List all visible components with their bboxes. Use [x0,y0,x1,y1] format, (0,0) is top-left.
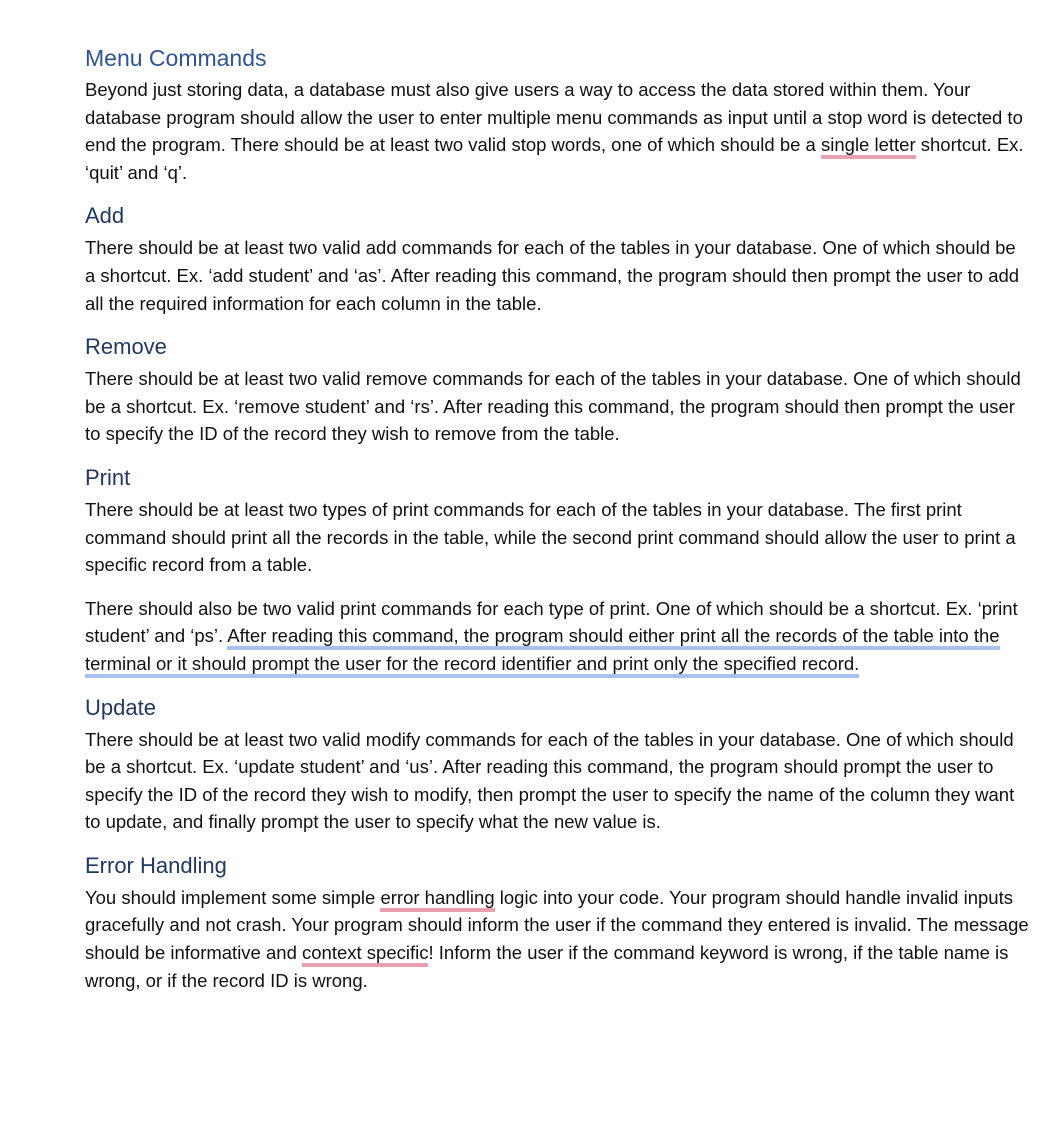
heading-menu-commands: Menu Commands [85,45,267,71]
text-run: shortcut. Ex. ‘quit’ and ‘q’. [85,134,1024,183]
text-run: You should implement some simple [85,886,381,908]
heading-remove: Remove [85,334,167,360]
heading-error-handling: Error Handling [85,852,227,878]
heading-print: Print [85,464,131,490]
paragraph-print-1: There should be at least two types of print commands for each of the tables in your database. The first print command should print all the records in the table, while the second print command should allow the user to print a specific record from a table. [85,498,1016,576]
document-page [85,44,1030,1010]
spelling-flag[interactable]: single letter [821,134,916,159]
spelling-flag[interactable]: context specific [302,942,428,967]
paragraph-remove: There should be at least two valid remove commands for each of the tables in your database. One of which should be a shortcut. Ex. ‘remove student’ and ‘rs’. After reading this command, the program should then prompt the user to specify the ID of the record they wish to remove from the table. [85,368,1021,445]
paragraph-update: There should be at least two valid modify commands for each of the tables in your database. One of which should be a shortcut. Ex. ‘update student’ and ‘us’. After reading this command, the program should prompt the user to specify the ID of the record they wish to modify, then prompt the user to specify the name of the column they want to update, and finally prompt the user to specify what the new value is. [85,728,1015,833]
text-run: ! Inform the user if the command keyword is wrong, if the table name is wrong, or if the record ID is wrong. [85,942,1009,991]
heading-add: Add [85,203,125,229]
spelling-flag[interactable]: error handling [380,887,494,912]
paragraph-print-2 [85,595,1030,678]
grammar-flag[interactable]: After reading this command, the program should either print all the records of the table into the terminal or it should prompt the user for the record identifier and print only the specified record. [85,625,1000,678]
heading-update: Update [85,694,156,720]
text-run: There should also be two valid print commands for each type of print. One of which should be a shortcut. Ex. ‘print student’ and ‘ps’. [85,597,1018,647]
text-run: Beyond just storing data, a database must also give users a way to access the data stored within them. Your database program should allow the user to enter multiple menu commands as input until a stop word is detected to end the program. There should be at least two valid stop words, one of which should be a [85,79,1023,156]
paragraph-error-handling [85,884,1030,994]
paragraph-menu-commands [85,76,1030,186]
text-run: logic into your code. Your program should handle invalid inputs gracefully and not crash. Your program should inform the user if the command they entered is invalid. The message should be informative and [85,886,1029,964]
paragraph-add: There should be at least two valid add commands for each of the tables in your database. One of which should be a shortcut. Ex. ‘add student’ and ‘as’. After reading this command, the program should then prompt the user to add all the required information for each column in the table. [85,237,1020,314]
